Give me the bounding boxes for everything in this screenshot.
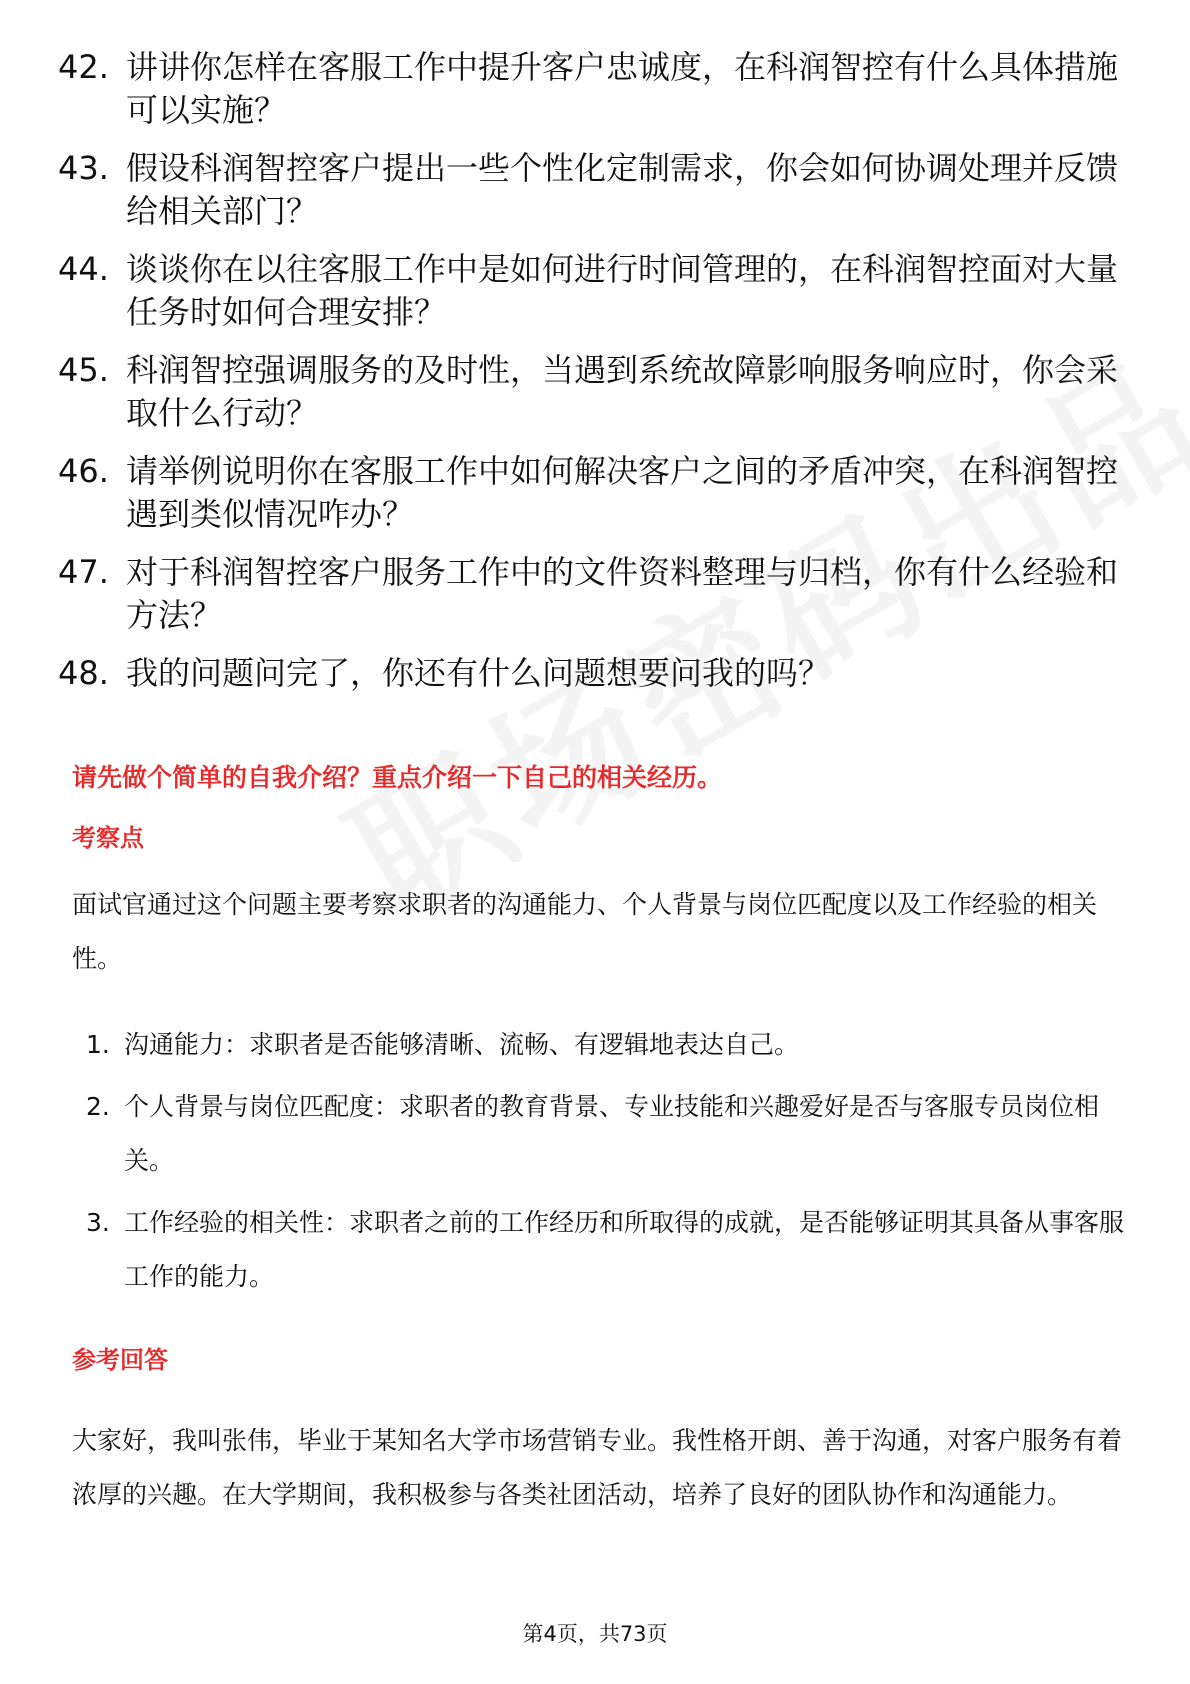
list-item-text: 个人背景与岗位匹配度：求职者的教育背景、专业技能和兴趣爱好是否与客服专员岗位相关。: [124, 1092, 1100, 1175]
list-item: [86, 1196, 1126, 1304]
main-question: 请先做个简单的自我介绍？重点介绍一下自己的相关经历。: [72, 763, 723, 792]
question-number: 45.: [58, 351, 109, 389]
list-item-number: 1.: [86, 1030, 110, 1059]
question-item: [58, 147, 1118, 233]
list-item-text: 工作经验的相关性：求职者之前的工作经历和所取得的成就，是否能够证明其具备从事客服工作的能力。: [124, 1208, 1125, 1291]
question-text: 讲讲你怎样在客服工作中提升客户忠诚度，在科润智控有什么具体措施可以实施？: [126, 48, 1119, 129]
question-text: 谈谈你在以往客服工作中是如何进行时间管理的，在科润智控面对大量任务时如何合理安排？: [126, 250, 1119, 331]
question-text: 科润智控强调服务的及时性，当遇到系统故障影响服务响应时，你会采取什么行动？: [126, 351, 1119, 432]
list-item-text: 沟通能力：求职者是否能够清晰、流畅、有逻辑地表达自己。: [124, 1030, 800, 1059]
question-text: 我的问题问完了，你还有什么问题想要问我的吗？: [126, 654, 831, 692]
list-item-number: 2.: [86, 1092, 110, 1121]
question-number: 44.: [58, 250, 109, 288]
question-number: 46.: [58, 452, 109, 490]
question-number: 43.: [58, 149, 109, 187]
list-item: [86, 1018, 1126, 1072]
question-number: 48.: [58, 654, 109, 692]
question-text: 假设科润智控客户提出一些个性化定制需求，你会如何协调处理并反馈给相关部门？: [126, 149, 1119, 230]
page-footer: 第4页，共73页: [522, 1622, 668, 1646]
reference-heading: 参考回答: [72, 1346, 168, 1374]
question-list: [58, 46, 1118, 710]
list-item: [86, 1080, 1126, 1188]
question-item: [58, 652, 1118, 695]
exam-points-heading: 考察点: [72, 824, 144, 852]
question-item: [58, 46, 1118, 132]
question-item: [58, 349, 1118, 435]
question-number: 47.: [58, 553, 109, 591]
question-item: [58, 450, 1118, 536]
question-text: 对于科润智控客户服务工作中的文件资料整理与归档，你有什么经验和方法？: [126, 553, 1119, 634]
question-item: [58, 248, 1118, 334]
question-number: 42.: [58, 48, 109, 86]
list-item-number: 3.: [86, 1208, 110, 1237]
question-item: [58, 551, 1118, 637]
exam-points-list: [86, 1018, 1126, 1312]
question-text: 请举例说明你在客服工作中如何解决客户之间的矛盾冲突，在科润智控遇到类似情况咋办？: [126, 452, 1119, 533]
exam-points-intro: 面试官通过这个问题主要考察求职者的沟通能力、个人背景与岗位匹配度以及工作经验的相关性。: [72, 890, 1098, 973]
reference-answer: 大家好，我叫张伟，毕业于某知名大学市场营销专业。我性格开朗、善于沟通，对客户服务有着浓厚的兴趣。在大学期间，我积极参与各类社团活动，培养了良好的团队协作和沟通能力。: [72, 1426, 1123, 1509]
